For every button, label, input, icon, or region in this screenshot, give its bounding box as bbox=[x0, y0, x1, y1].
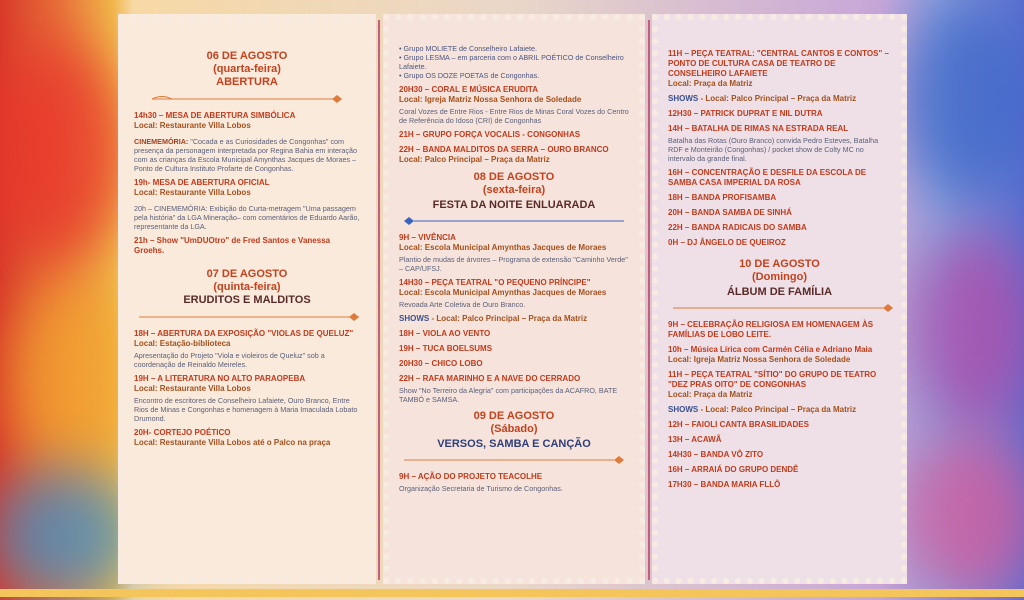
ornament-divider-icon bbox=[668, 302, 898, 314]
day-theme: ABERTURA bbox=[216, 76, 278, 88]
event-location: Local: Escola Municipal Amynthas Jacques de Moraes bbox=[399, 288, 607, 297]
event-title: 14H – BATALHA DE RIMAS NA ESTRADA REAL bbox=[668, 124, 849, 133]
event-title: 17H30 – BANDA MARIA FLLÔ bbox=[668, 480, 781, 489]
ornament-divider-icon bbox=[399, 454, 629, 466]
event-title: 21H – GRUPO FORÇA VOCALIS - CONGONHAS bbox=[399, 130, 581, 139]
event-title: 16H – ARRAIÁ DO GRUPO DENDÊ bbox=[668, 465, 799, 474]
day-date: 10 DE AGOSTO bbox=[739, 258, 820, 270]
event-location: Local: Igreja Matriz Nossa Senhora de Soledade bbox=[399, 95, 582, 104]
event-title: 18H – ABERTURA DA EXPOSIÇÃO "VIOLAS DE QUELUZ" bbox=[134, 329, 354, 338]
event-title: 18H – BANDA PROFISAMBA bbox=[668, 193, 777, 202]
event-title: 18H – VIOLA AO VENTO bbox=[399, 329, 491, 338]
event-description: Plantio de mudas de árvores – Programa de extensão "Caminho Verde" – CAP/UFSJ. bbox=[399, 255, 628, 273]
ornament-divider-icon bbox=[399, 215, 629, 227]
day-theme: ERUDITOS E MALDITOS bbox=[183, 294, 311, 306]
day-weekday: (Sábado) bbox=[490, 423, 538, 435]
event-title: 22H – RAFA MARINHO E A NAVE DO CERRADO bbox=[399, 374, 581, 383]
background-blob bbox=[900, 0, 1024, 200]
background-blob bbox=[910, 230, 1024, 430]
ornament-divider-icon bbox=[147, 93, 347, 105]
shows-heading: SHOWS - Local: Palco Principal – Praça da Matriz bbox=[668, 94, 857, 103]
shows-heading: SHOWS - Local: Palco Principal – Praça da Matriz bbox=[399, 314, 588, 323]
event-title: 12H – FAIOLI CANTA BRASILIDADES bbox=[668, 420, 809, 429]
column-separator bbox=[648, 20, 650, 580]
schedule-column-2 bbox=[383, 14, 645, 584]
event-title: 9H – CELEBRAÇÃO RELIGIOSA EM HOMENAGEM ÀS FAMÍLIAS DE LOBO LEITE. bbox=[668, 320, 874, 339]
event-location: Local: Igreja Matriz Nossa Senhora de Soledade bbox=[668, 355, 851, 364]
bottom-strip bbox=[0, 589, 1024, 597]
schedule-column-1 bbox=[118, 14, 376, 584]
event-title: 20H- CORTEJO POÉTICO bbox=[134, 428, 231, 437]
list-item: • Grupo LESMA – em parceria com o ABRIL POÉTICO de Conselheiro Lafaiete. bbox=[399, 53, 629, 71]
day-date: 07 DE AGOSTO bbox=[206, 268, 288, 280]
schedule-column-3 bbox=[652, 14, 907, 584]
event-location: Local: Restaurante Villa Lobos bbox=[134, 121, 251, 130]
event-description: Encontro de escritores de Conselheiro Lafaiete, Ouro Branco, Entre Rios de Minas e Congonhas e homenagem à Maria Imaculada Lobato Drumond. bbox=[134, 396, 358, 423]
event-title: 19h- MESA DE ABERTURA OFICIAL bbox=[134, 178, 270, 187]
event-location: Local: Restaurante Villa Lobos bbox=[134, 188, 251, 197]
event-title: 22H – BANDA MALDITOS DA SERRA – OURO BRANCO bbox=[399, 145, 609, 154]
event-description: CINEMEMÓRIA: "Cocada e as Curiosidades de Congonhas" com presença da personagem interpretada por Regina Bahia em interação com as crianças da Escola Municipal Amynthas Jacques de Moraes – Ponto de Cultura Instituto Profarte de Congonhas. bbox=[134, 137, 357, 173]
event-location: Local: Praça da Matriz bbox=[668, 79, 753, 88]
event-title: 16H – CONCENTRAÇÃO E DESFILE DA ESCOLA DE SAMBA CASA IMPERIAL DA ROSA bbox=[668, 168, 867, 187]
event-location: Local: Estação-biblioteca bbox=[134, 339, 231, 348]
day-weekday: (quarta-feira) bbox=[213, 63, 281, 75]
background-blob bbox=[900, 430, 1024, 600]
event-title: 22H – BANDA RADICAIS DO SAMBA bbox=[668, 223, 807, 232]
event-description: 20h – CINEMEMÓRIA: Exibição do Curta-metragem "Uma passagem pela história" da LGA Mineração– com comentários de Eduardo Aarão, representante da LGA. bbox=[134, 204, 360, 231]
event-description: Organização Secretaria de Turismo de Congonhas. bbox=[399, 484, 563, 493]
event-title: 11H – PEÇA TEATRAL: "CENTRAL CANTOS E CONTOS" – PONTO DE CULTURA CASA DE TEATRO DE CONSELHEIRO LAFAIETE bbox=[668, 49, 889, 78]
event-title: 20H30 – CORAL E MÚSICA ERUDITA bbox=[399, 85, 538, 94]
event-title: 20H – BANDA SAMBA DE SINHÁ bbox=[668, 208, 792, 217]
event-location: Local: Escola Municipal Amynthas Jacques de Moraes bbox=[399, 243, 607, 252]
day-date: 06 DE AGOSTO bbox=[206, 50, 288, 62]
event-description: Revoada Arte Coletiva de Ouro Branco. bbox=[399, 300, 526, 309]
event-location: Local: Restaurante Villa Lobos até o Palco na praça bbox=[134, 438, 331, 447]
shows-heading: SHOWS - Local: Palco Principal – Praça da Matriz bbox=[668, 405, 857, 414]
day-weekday: (Domingo) bbox=[752, 271, 807, 283]
background-blob bbox=[0, 40, 130, 260]
column-separator bbox=[378, 20, 380, 580]
event-location: Local: Praça da Matriz bbox=[668, 390, 753, 399]
event-title: 13H – ACAWÃ bbox=[668, 435, 722, 444]
day-theme: VERSOS, SAMBA E CANÇÃO bbox=[437, 438, 591, 450]
ornament-divider-icon bbox=[134, 311, 364, 323]
day-date: 09 DE AGOSTO bbox=[473, 410, 555, 422]
event-location: Local: Restaurante Villa Lobos bbox=[134, 384, 251, 393]
event-title: 10h – Música Lírica com Carmén Célia e Adriano Maia bbox=[668, 345, 873, 354]
event-title: 0H – DJ ÂNGELO DE QUEIROZ bbox=[668, 238, 786, 247]
event-title: 9H – VIVÊNCIA bbox=[399, 233, 456, 242]
list-item: • Grupo MOLIETE de Conselheiro Lafaiete. bbox=[399, 44, 629, 53]
event-title: 14H30 – PEÇA TEATRAL "O PEQUENO PRÍNCIPE" bbox=[399, 278, 591, 287]
day-theme: ÁLBUM DE FAMÍLIA bbox=[726, 286, 833, 298]
event-title: 20H30 – CHICO LOBO bbox=[399, 359, 483, 368]
event-description: Coral Vozes de Entre Rios - Entre Rios de Minas Coral Vozes do Centro de Referência do Idoso (CRI) de Congonhas bbox=[399, 107, 629, 125]
event-title: 14H30 – BANDA VÔ ZITO bbox=[668, 450, 764, 459]
list-item: • Grupo OS DOZE POETAS de Congonhas. bbox=[399, 71, 629, 80]
event-description: Apresentação do Projeto "Viola e violeiros de Queluz" sob a coordenação de Reinaldo Meireles. bbox=[134, 351, 325, 369]
day-weekday: (quinta-feira) bbox=[213, 281, 281, 293]
day-theme: FESTA DA NOITE ENLUARADA bbox=[432, 199, 596, 211]
event-description: Batalha das Rotas (Ouro Branco) convida Pedro Esteves, Batalha RDF e Monteirão (Congonhas) / pocket show de Colty MC no intervalo da grande final. bbox=[668, 136, 879, 163]
day-weekday: (sexta-feira) bbox=[482, 184, 546, 196]
event-location: Local: Palco Principal – Praça da Matriz bbox=[399, 155, 550, 164]
event-title: 11H – PEÇA TEATRAL "SÍTIO" DO GRUPO DE TEATRO "DEZ PRAS OITO" DE CONGONHAS bbox=[668, 370, 877, 389]
event-title: 12H30 – PATRICK DUPRAT E NIL DUTRA bbox=[668, 109, 823, 118]
event-title: 19H – A LITERATURA NO ALTO PARAOPEBA bbox=[134, 374, 306, 383]
day-date: 08 DE AGOSTO bbox=[473, 171, 555, 183]
event-title: 21h – Show "UmDUOtro" de Fred Santos e Vanessa Groehs. bbox=[134, 236, 331, 255]
event-description: Show "No Terreiro da Alegria" com participações da ACAFRO, BATE TAMBÓ e SAMSA. bbox=[399, 386, 618, 404]
event-title: 9H – AÇÃO DO PROJETO TEACOLHE bbox=[399, 472, 543, 481]
event-title: 14h30 – MESA DE ABERTURA SIMBÓLICA bbox=[134, 111, 296, 120]
event-title: 19H – TUCA BOELSUMS bbox=[399, 344, 493, 353]
